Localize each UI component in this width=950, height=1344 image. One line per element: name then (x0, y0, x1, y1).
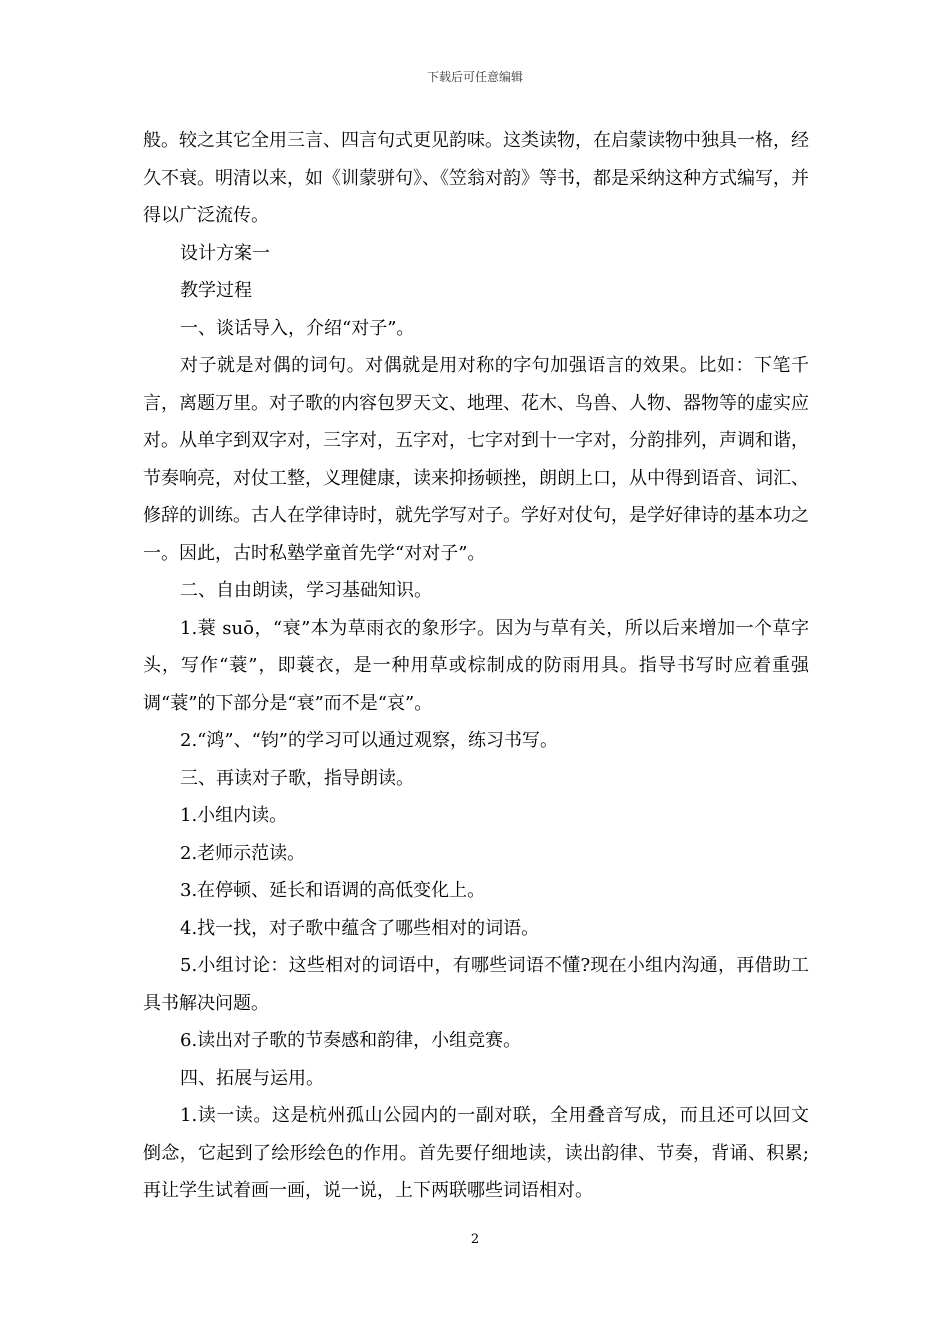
list-item: 1.读一读。这是杭州孤山公园内的一副对联，全用叠音写成，而且还可以回文倒念，它起到了绘形绘色的作用。首先要仔细地读，读出韵律、节奏，背诵、积累;再让学生试着画一画，说一说，上下两联哪些词语相对。 (143, 1105, 809, 1201)
page-header: 下载后可任意编辑 (426, 70, 523, 84)
list-item: 1.小组内读。 (180, 805, 288, 826)
list-item: 6.读出对子歌的节奏感和韵律，小组竞赛。 (180, 1030, 522, 1051)
list-item: 4.找一找，对子歌中蕴含了哪些相对的词语。 (180, 917, 540, 939)
paragraph: 对子就是对偶的词句。对偶就是用对称的字句加强语言的效果。比如：下笔千言，离题万里。对子歌的内容包罗天文、地理、花木、鸟兽、人物、器物等的虚实应对。从单字到双字对，三字对，五字对，七字对到十一字对，分韵排列，声调和谐，节奏响亮，对仗工整，义理健康，读来抑扬顿挫，朗朗上口，从中得到语音、词汇、修辞的训练。古人在学律诗时，就先学写对子。学好对仗句，是学好律诗的基本功之一。因此，古时私塾学童首先学“对对子”。 (143, 355, 809, 564)
list-item: 3.在停顿、延长和语调的高低变化上。 (180, 880, 486, 901)
document-body (143, 122, 809, 1210)
section-heading: 四、拓展与运用。 (180, 1067, 324, 1089)
section-heading: 二、自由朗读，学习基础知识。 (180, 580, 432, 601)
list-item: 2.老师示范读。 (180, 842, 306, 864)
list-item: 5.小组讨论：这些相对的词语中，有哪些词语不懂?现在小组内沟通，再借助工具书解决问题。 (143, 955, 809, 1014)
list-item: 2.“鸿”、“钧”的学习可以通过观察，练习书写。 (180, 730, 558, 751)
paragraph: 般。较之其它全用三言、四言句式更见韵味。这类读物，在启蒙读物中独具一格，经久不衰。明清以来，如《训蒙骈句》、《笠翁对韵》等书，都是采纳这种方式编写，并得以广泛流传。 (143, 130, 809, 226)
section-heading: 一、谈话导入，介绍“对子”。 (180, 317, 415, 339)
section-heading: 设计方案一 (180, 242, 270, 264)
section-heading: 三、再读对子歌，指导朗读。 (180, 767, 414, 789)
section-heading: 教学过程 (180, 280, 252, 301)
list-item: 1.蓑 suō，“衰”本为草雨衣的象形字。因为与草有关，所以后来增加一个草字头，写作“蓑”，即蓑衣，是一种用草或棕制成的防雨用具。指导书写时应着重强调“蓑”的下部分是“衰”而不是“哀”。 (143, 617, 809, 714)
page-number: 2 (470, 1232, 480, 1247)
